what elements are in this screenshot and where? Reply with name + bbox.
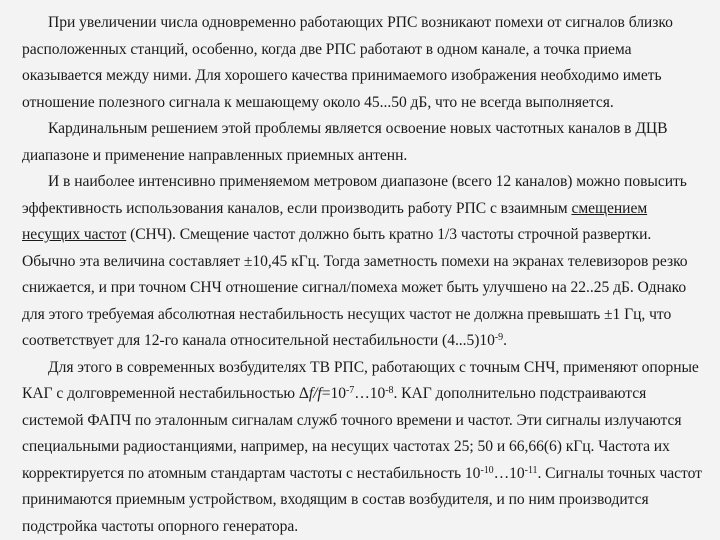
paragraph-2 [22,116,706,169]
paragraph-4 [22,355,706,540]
exponent: -7 [345,385,355,396]
exponent: -8 [385,385,394,396]
formula-range-2: …10 [493,464,525,482]
paragraph-1 [22,10,706,116]
paragraph-4-text-c: . Сигналы точных частот принимаются приемным устройством, входящим в состав возбудителя, и по ним производится подстройка частоты опорного генератора. [22,464,702,535]
paragraph-1-text: При увеличении числа одновременно работающих РПС возникают помехи от сигналов близко расположенных станций, особенно, когда две РПС работают в одном канале, а точка приема оказывается между ними. Для хорошего качества принимаемого изображения необходимо иметь отношение полезного сигнала к мешающему около 45...50 дБ, что не всегда выполняется. [22,14,673,111]
paragraph-3-text-a: И в наиболее интенсивно применяемом метровом диапазоне (всего 12 каналов) можно повысить эффективность использования каналов, если производить работу РПС с взаимным [22,173,687,217]
delta-symbol: Δ [298,385,309,402]
paragraph-4-text-a: Для этого в современных возбудителях ТВ РПС, работающих с точным СНЧ, применяют опорные КАГ с долговременной нестабильностью [22,358,699,402]
exponent: -10 [480,464,494,476]
paragraph-2-text: Кардинальным решением этой проблемы является освоение новых частотных каналов в ДЦВ диапазоне и применение направленных приемных антенн. [22,120,668,164]
paragraph-3-text-c: . [503,332,507,349]
exponent: -9 [494,332,504,343]
underlined-term: смещением несущих частот [22,199,648,243]
formula-eq: =10 [321,385,346,402]
paragraph-3-text-b: (СНЧ). Смещение частот должно быть кратно 1/3 частоты строчной развертки. Обычно эта величина составляет ±10,45 кГц. Тогда заметность помехи на экранах телевизоров резко снижается, и при точном СНЧ отношение сигнал/помеха может быть улучшено на 22..25 дБ. Однако для этого требуемая абсолютная нестабильность несущих частот не должна превышать ±1 Гц, что соответствует для 12-го канала относительной нестабильности (4...5)10 [22,226,688,349]
exponent: -11 [524,464,538,476]
paragraph-4-text-b: . КАГ дополнительно подстраиваются системой ФАПЧ по эталонным сигналам служб точного времени и частот. Эти сигналы излучаются специальными радиостанциями, например, на несущих частотах 25; 50 и 66,66(6) кГц. Частота их корректируется по атомным стандартам частоты с нестабильность 10 [22,385,682,482]
formula-range: …10 [354,385,386,402]
formula-ratio: f/f [308,385,322,402]
paragraph-3 [22,169,706,355]
